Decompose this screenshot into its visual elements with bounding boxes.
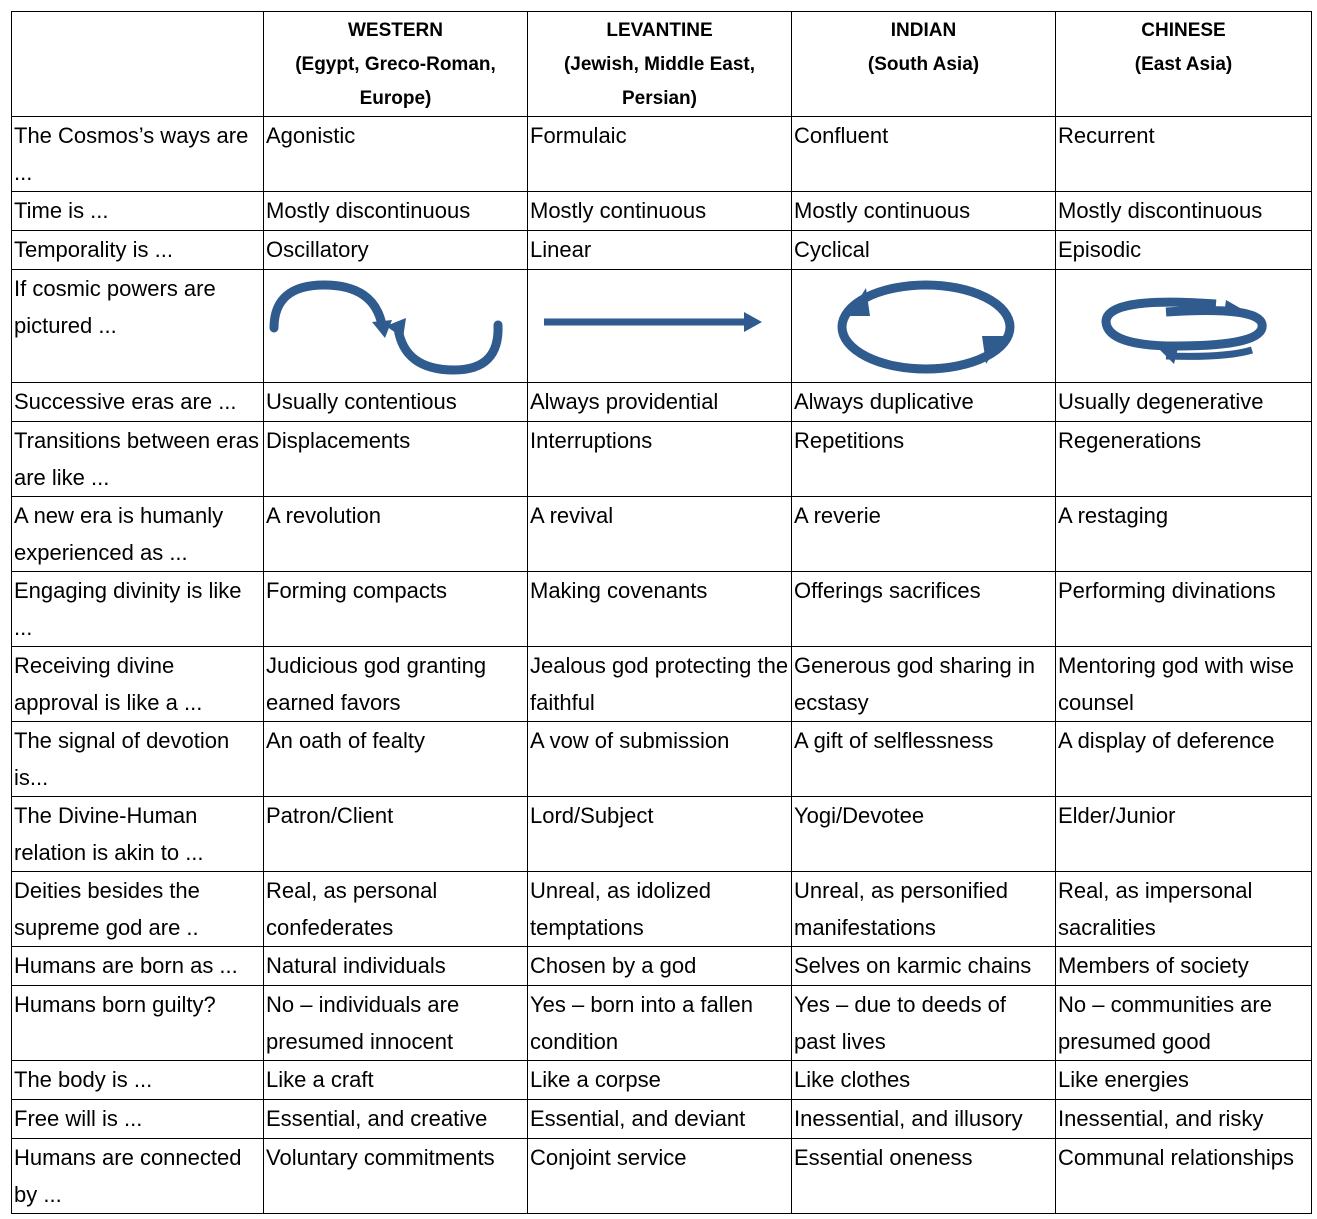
cell-chinese: Like energies xyxy=(1056,1061,1312,1100)
cell-indian: Cyclical xyxy=(792,231,1056,270)
cell-levantine: Mostly continuous xyxy=(528,192,792,231)
header-subtitle: (Egypt, Greco-Roman, Europe) xyxy=(295,54,496,109)
row-label: Receiving divine approval is like a ... xyxy=(12,647,264,722)
table-row xyxy=(12,192,1312,231)
cell-indian: Yes – due to deeds of past lives xyxy=(792,986,1056,1061)
cell-indian: Essential oneness xyxy=(792,1139,1056,1214)
header-row xyxy=(12,12,1312,117)
oscillating-arrows-icon xyxy=(264,270,526,380)
table-row xyxy=(12,947,1312,986)
cell-levantine: Always providential xyxy=(528,383,792,422)
cell-western: Like a craft xyxy=(264,1061,528,1100)
cell-western: Usually contentious xyxy=(264,383,528,422)
cell-indian: Confluent xyxy=(792,117,1056,192)
cell-levantine: A vow of submission xyxy=(528,722,792,797)
cell-indian: Unreal, as personified manifestations xyxy=(792,872,1056,947)
cell-western: A revolution xyxy=(264,497,528,572)
cell-indian: Always duplicative xyxy=(792,383,1056,422)
row-label: The Divine-Human relation is akin to ... xyxy=(12,797,264,872)
table-row xyxy=(12,117,1312,192)
cell-chinese: Episodic xyxy=(1056,231,1312,270)
header-indian xyxy=(792,12,1056,117)
table-row xyxy=(12,422,1312,497)
circular-arrows-icon xyxy=(792,270,1054,380)
cell-levantine: Linear xyxy=(528,231,792,270)
cell-chinese xyxy=(1056,270,1312,383)
cell-western: Judicious god granting earned favors xyxy=(264,647,528,722)
cell-levantine: Yes – born into a fallen condition xyxy=(528,986,792,1061)
cell-western: Displacements xyxy=(264,422,528,497)
table-row xyxy=(12,647,1312,722)
cell-chinese: A display of deference xyxy=(1056,722,1312,797)
cell-chinese: Members of society xyxy=(1056,947,1312,986)
table-row xyxy=(12,572,1312,647)
cell-chinese: Real, as impersonal sacralities xyxy=(1056,872,1312,947)
header-western xyxy=(264,12,528,117)
straight-arrow-icon xyxy=(528,270,790,380)
header-title: CHINESE xyxy=(1141,20,1226,41)
cell-levantine: Unreal, as idolized temptations xyxy=(528,872,792,947)
row-label: A new era is humanly experienced as ... xyxy=(12,497,264,572)
cell-chinese: Elder/Junior xyxy=(1056,797,1312,872)
header-subtitle: (Jewish, Middle East, Persian) xyxy=(563,54,756,109)
header-title: WESTERN xyxy=(348,20,443,41)
cell-western: No – individuals are presumed innocent xyxy=(264,986,528,1061)
cell-chinese: No – communities are presumed good xyxy=(1056,986,1312,1061)
cell-indian: A gift of selflessness xyxy=(792,722,1056,797)
cell-indian: Repetitions xyxy=(792,422,1056,497)
cosmology-comparison-table xyxy=(11,11,1312,1214)
cell-chinese: Mostly discontinuous xyxy=(1056,192,1312,231)
row-label: The signal of devotion is... xyxy=(12,722,264,797)
cell-levantine: Conjoint service xyxy=(528,1139,792,1214)
cell-indian: Inessential, and illusory xyxy=(792,1100,1056,1139)
cell-levantine xyxy=(528,270,792,383)
cell-indian: Generous god sharing in ecstasy xyxy=(792,647,1056,722)
row-label: Time is ... xyxy=(12,192,264,231)
cell-chinese: Communal relationships xyxy=(1056,1139,1312,1214)
cell-chinese: Recurrent xyxy=(1056,117,1312,192)
cell-western: Essential, and creative xyxy=(264,1100,528,1139)
cell-levantine: Chosen by a god xyxy=(528,947,792,986)
header-subtitle: (South Asia) xyxy=(867,54,980,75)
header-title: LEVANTINE xyxy=(606,20,713,41)
header-levantine xyxy=(528,12,792,117)
row-label: Humans are born as ... xyxy=(12,947,264,986)
header-chinese xyxy=(1056,12,1312,117)
cell-chinese: Regenerations xyxy=(1056,422,1312,497)
cell-levantine: Lord/Subject xyxy=(528,797,792,872)
table-row xyxy=(12,383,1312,422)
cell-indian: Yogi/Devotee xyxy=(792,797,1056,872)
table-row xyxy=(12,986,1312,1061)
row-label: Engaging divinity is like ... xyxy=(12,572,264,647)
cell-levantine: Like a corpse xyxy=(528,1061,792,1100)
table-row xyxy=(12,231,1312,270)
table-row xyxy=(12,872,1312,947)
cell-indian: Like clothes xyxy=(792,1061,1056,1100)
cell-levantine: Making covenants xyxy=(528,572,792,647)
cell-levantine: Formulaic xyxy=(528,117,792,192)
cell-chinese: Mentoring god with wise counsel xyxy=(1056,647,1312,722)
row-label: Temporality is ... xyxy=(12,231,264,270)
cell-chinese: A restaging xyxy=(1056,497,1312,572)
row-label: Deities besides the supreme god are .. xyxy=(12,872,264,947)
cell-chinese: Usually degenerative xyxy=(1056,383,1312,422)
cell-western: Voluntary commitments xyxy=(264,1139,528,1214)
row-label: Transitions between eras are like ... xyxy=(12,422,264,497)
header-subtitle: (East Asia) xyxy=(1134,54,1233,75)
cell-western: Oscillatory xyxy=(264,231,528,270)
cell-levantine: A revival xyxy=(528,497,792,572)
cell-levantine: Interruptions xyxy=(528,422,792,497)
row-label: The body is ... xyxy=(12,1061,264,1100)
row-label: Successive eras are ... xyxy=(12,383,264,422)
row-label: Humans born guilty? xyxy=(12,986,264,1061)
table-row xyxy=(12,1139,1312,1214)
cell-western: Forming compacts xyxy=(264,572,528,647)
cell-indian xyxy=(792,270,1056,383)
cell-indian: A reverie xyxy=(792,497,1056,572)
cell-indian: Offerings sacrifices xyxy=(792,572,1056,647)
cell-western xyxy=(264,270,528,383)
table-row xyxy=(12,1061,1312,1100)
table-row xyxy=(12,497,1312,572)
cell-western: Agonistic xyxy=(264,117,528,192)
row-label: Humans are connected by ... xyxy=(12,1139,264,1214)
header-corner xyxy=(12,12,264,117)
cell-indian: Mostly continuous xyxy=(792,192,1056,231)
spiral-arrow-icon xyxy=(1056,270,1310,380)
cell-levantine: Jealous god protecting the faithful xyxy=(528,647,792,722)
table-row xyxy=(12,270,1312,383)
cell-chinese: Inessential, and risky xyxy=(1056,1100,1312,1139)
row-label: The Cosmos’s ways are ... xyxy=(12,117,264,192)
row-label: Free will is ... xyxy=(12,1100,264,1139)
cell-western: Natural individuals xyxy=(264,947,528,986)
cell-levantine: Essential, and deviant xyxy=(528,1100,792,1139)
cell-chinese: Performing divinations xyxy=(1056,572,1312,647)
table-row xyxy=(12,1100,1312,1139)
cell-western: An oath of fealty xyxy=(264,722,528,797)
cell-indian: Selves on karmic chains xyxy=(792,947,1056,986)
cell-western: Mostly discontinuous xyxy=(264,192,528,231)
cell-western: Patron/Client xyxy=(264,797,528,872)
header-title: INDIAN xyxy=(890,20,957,41)
row-label: If cosmic powers are pictured ... xyxy=(12,270,264,383)
cell-western: Real, as personal confederates xyxy=(264,872,528,947)
table-row xyxy=(12,722,1312,797)
table-row xyxy=(12,797,1312,872)
